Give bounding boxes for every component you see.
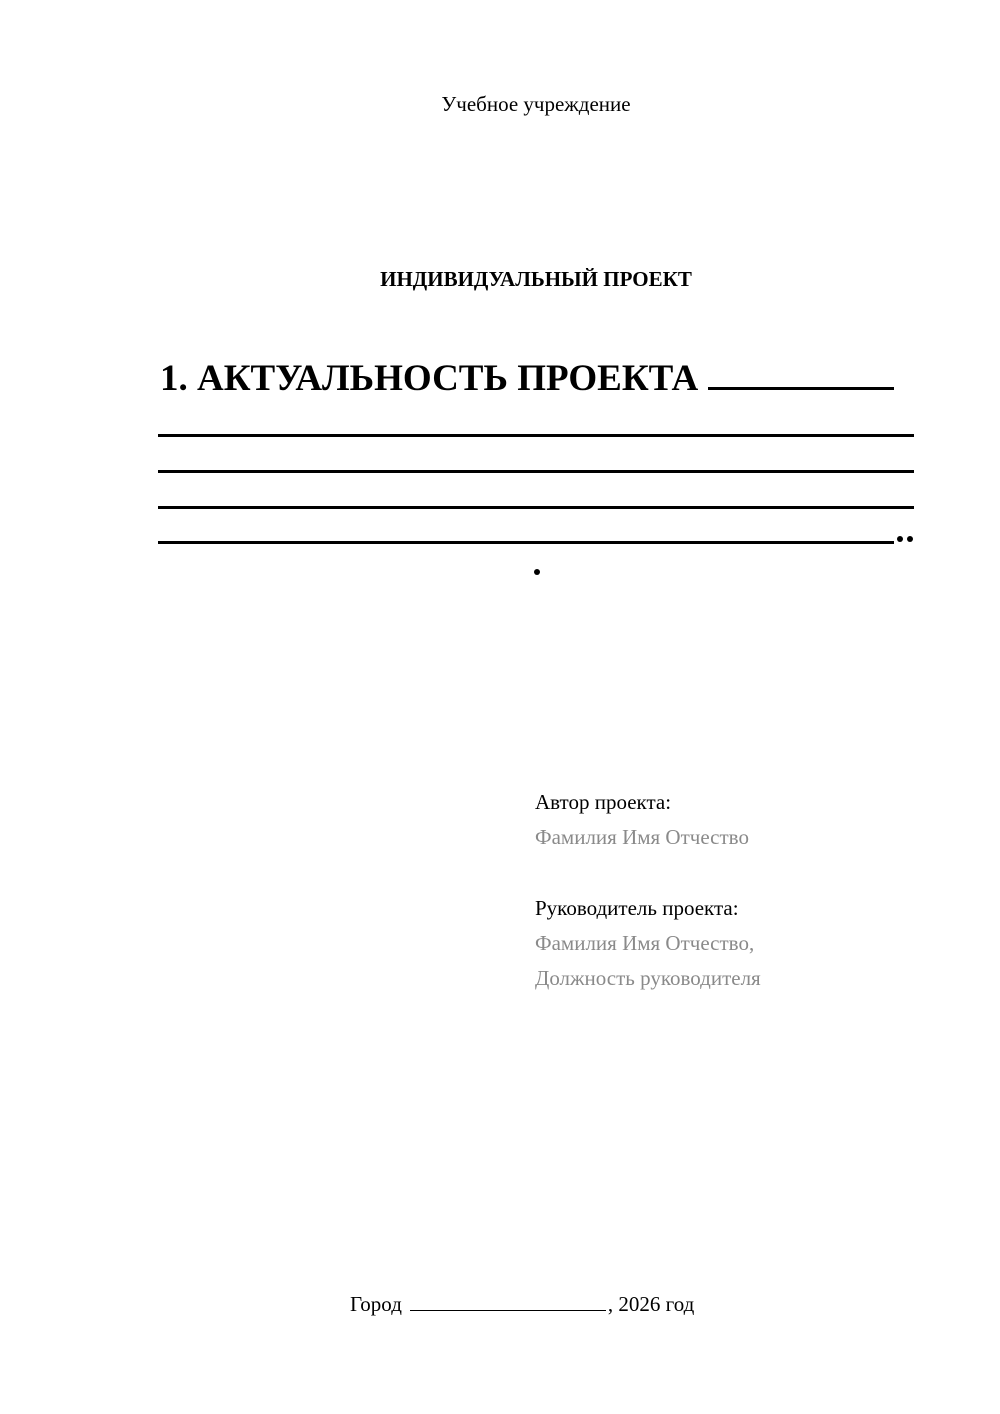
author-name-placeholder[interactable]: Фамилия Имя Отчество xyxy=(535,825,749,849)
topic-fill-blank[interactable] xyxy=(708,387,894,390)
institution-name: Учебное учреждение xyxy=(441,92,631,116)
supervisor-name-placeholder[interactable]: Фамилия Имя Отчество, xyxy=(535,931,755,955)
supervisor-label: Руководитель проекта: xyxy=(535,896,739,920)
stray-dot xyxy=(534,569,540,575)
supervisor-position-placeholder[interactable]: Должность руководителя xyxy=(535,966,761,990)
topic-heading-line xyxy=(160,360,894,397)
document-type-title: ИНДИВИДУАЛЬНЫЙ ПРОЕКТ xyxy=(380,267,692,291)
trailing-dot xyxy=(907,536,913,542)
year-text: , 2026 год xyxy=(607,1292,695,1316)
topic-fill-rule-3[interactable] xyxy=(158,506,914,509)
city-fill-blank[interactable] xyxy=(410,1310,606,1312)
trailing-dot xyxy=(897,536,903,542)
topic-fill-rule-4[interactable] xyxy=(158,541,894,544)
topic-heading-text: 1. АКТУАЛЬНОСТЬ ПРОЕКТА xyxy=(160,358,699,399)
author-label: Автор проекта: xyxy=(535,790,672,814)
city-label: Город xyxy=(350,1292,402,1316)
topic-fill-rule-2[interactable] xyxy=(158,470,914,473)
topic-fill-rule-1[interactable] xyxy=(158,434,914,437)
footer-city-year xyxy=(350,1292,694,1317)
